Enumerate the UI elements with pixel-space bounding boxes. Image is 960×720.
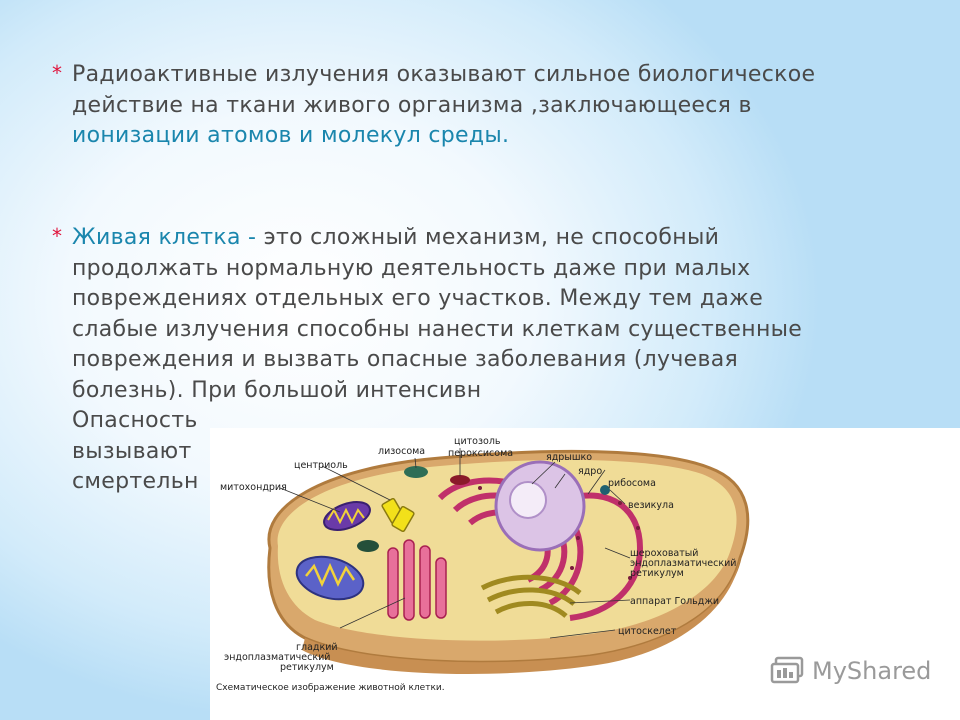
bullet-1-body: Радиоактивные излучения оказывают сильное биологическое действие на ткани живого организма ,заключающееся в bbox=[72, 62, 816, 118]
label-peroksisoma: пероксисома bbox=[448, 448, 514, 459]
label-gladkii-1: гладкий bbox=[296, 642, 338, 653]
bullet-star-icon: * bbox=[52, 224, 63, 248]
vesicle-left bbox=[357, 540, 379, 552]
bullet-star-icon: * bbox=[52, 61, 63, 85]
watermark bbox=[770, 656, 931, 686]
label-gladkii-3: ретикулум bbox=[280, 662, 334, 673]
bullet-2-body: это сложный механизм, не способный продолжать нормальную деятельность даже при малых повреждениях отдельных его участков. Между тем даже слабые излучения способны нанести клеткам существенные повреждения и вызвать опасные заболевания (лучевая болезнь). При большой интенсивн bbox=[72, 225, 803, 403]
bullet-2-highlight: Живая клетка - bbox=[72, 225, 264, 250]
label-yadryshko: ядрышко bbox=[546, 452, 593, 463]
label-sherohovatyi-1: шероховатый bbox=[630, 548, 699, 559]
label-yadro: ядро bbox=[578, 466, 603, 477]
label-citozol: цитозоль bbox=[454, 436, 501, 447]
bullet-1-text bbox=[72, 60, 852, 152]
label-mitohondriya: митохондрия bbox=[220, 482, 287, 493]
bullet-2-line-opasnost: Опасность bbox=[72, 408, 198, 433]
label-ribosoma: рибосома bbox=[608, 478, 656, 489]
label-citoskelet: цитоскелет bbox=[618, 626, 677, 637]
myshared-logo-icon bbox=[770, 656, 806, 686]
watermark-text: MyShared bbox=[812, 657, 932, 685]
nucleolus bbox=[510, 482, 546, 518]
label-sherohovatyi-3: ретикулум bbox=[630, 568, 684, 579]
label-lizosoma: лизосома bbox=[378, 446, 426, 457]
label-gladkii-2: эндоплазматический bbox=[224, 652, 331, 663]
bullet-2-line-vyzyvayut: вызывают bbox=[72, 438, 192, 464]
figure-caption: Схематическое изображение животной клетки. bbox=[216, 683, 445, 693]
peroxisome bbox=[450, 475, 470, 485]
label-vezikula: везикула bbox=[628, 500, 674, 511]
bullet-2-line-smertel: смертельн bbox=[72, 469, 199, 494]
bullet-1 bbox=[52, 60, 852, 152]
label-sherohovatyi-2: эндоплазматический bbox=[630, 558, 737, 569]
bullet-1-highlight: ионизации атомов и молекул среды. bbox=[72, 123, 510, 148]
label-centriol: центриоль bbox=[294, 460, 348, 471]
label-golgi: аппарат Гольджи bbox=[630, 596, 720, 607]
